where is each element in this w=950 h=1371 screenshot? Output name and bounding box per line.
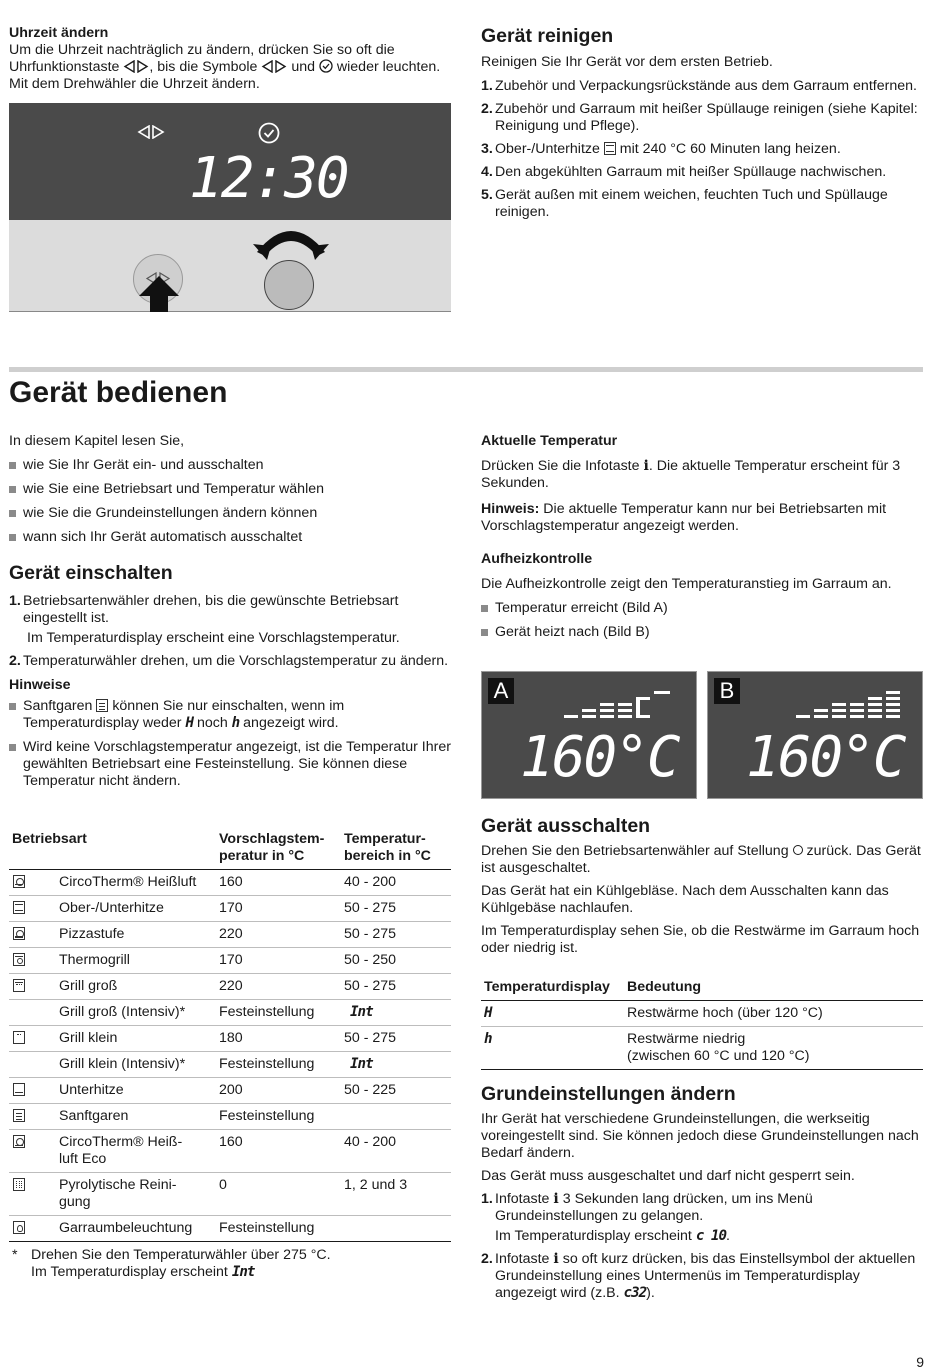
aktuelle-temp-hinweis: Hinweis: Die aktuelle Temperatur kann nur bei Betriebsarten mit Vorschlagstemperatur angezeigt werden. [481,501,887,534]
aufheiz-heading: Aufheizkontrolle [481,551,593,567]
section-aufheiz [481,551,925,648]
clock-icon [319,59,333,73]
pizzastufe-icon [13,927,25,940]
lamp-icon [13,1221,25,1234]
betriebsart-table-wrap [9,828,451,1281]
ober-unterhitze-icon [13,901,25,914]
ausschalten-p2: Das Gerät hat ein Kühlgebläse. Nach dem Ausschalten kann das Kühlgebäse nachlaufen. [481,883,889,916]
table-row: H Restwärme hoch (über 120 °C) [481,1001,923,1027]
restwaerme-low-symbol: h [231,715,240,731]
list-item: 3. Ober-/Unterhitze mit 240 °C 60 Minuten lang heizen. [481,141,841,157]
reinigen-steps [481,78,925,221]
list-item: Sanftgaren können Sie nur einschalten, wenn im Temperaturdisplay weder H noch h angezeigt wird. [9,698,451,732]
display-b [707,671,923,799]
table-row: h Restwärme niedrig (zwischen 60 °C und 120 °C) [481,1027,923,1070]
grill-klein-icon [13,1031,25,1044]
uhrzeit-text: Um die Uhrzeit nachträglich zu ändern, drücken Sie so oft die Uhrfunktionstaste , bis die Symbole und wieder leuchten. Mit dem Drehwähler die Uhrzeit ändern. [9,42,441,92]
clock-function-icon [123,60,149,73]
list-item: Wird keine Vorschlagstemperatur angezeigt, ist die Temperatur Ihrer gewählten Betriebsart eine Festeinstellung. Sie können diese Temperatur nicht ändern. [9,739,451,790]
c10-symbol: c 10 [695,1228,726,1244]
list-item: 4. Den abgekühlten Garraum mit heißer Spüllauge nachwischen. [481,164,887,180]
table-row: Pizzastufe 220 50 - 275 [9,922,451,948]
clock-display-illustration [9,103,451,312]
grund-steps [481,1191,925,1302]
ausschalten-p1: Drehen Sie den Betriebsartenwähler auf Stellung zurück. Das Gerät ist ausgeschaltet. [481,843,921,876]
press-arrow-icon [137,276,181,312]
restwaerme-low-symbol: h [484,1031,492,1047]
clock-function-icon [137,125,165,139]
section-reinigen [481,24,925,227]
off-position-icon [793,845,803,855]
header-betriebsart: Betriebsart [9,828,219,870]
table-row: Ober-/Unterhitze 170 50 - 275 [9,896,451,922]
section-divider [9,367,923,372]
reinigen-heading: Gerät reinigen [481,25,614,47]
table-row: Garraumbeleuchtung Festeinstellung [9,1216,451,1242]
clock-icon [258,122,280,144]
table-row: Sanftgaren Festeinstellung [9,1104,451,1130]
page-number: 9 [916,1354,924,1370]
table-footnote: * Drehen Sie den Temperaturwähler über 275 °C. Im Temperaturdisplay erscheint Int [12,1247,331,1280]
rotary-knob[interactable] [264,260,314,310]
table-row: Thermogrill 170 50 - 250 [9,948,451,974]
circotherm-eco-icon [13,1135,25,1148]
rest-table-wrap [481,976,925,1070]
c32-symbol: c32 [623,1285,647,1301]
int-symbol: Int [350,1056,373,1072]
table-row: Grill klein (Intensiv)* Festeinstellung Int [9,1052,451,1078]
list-item: 1. Betriebsartenwähler drehen, bis die gewünschte Betriebsart eingestellt ist. Im Temperaturdisplay erscheint eine Vorschlagstemperatur. [9,593,400,646]
table-row: Grill klein 180 50 - 275 [9,1026,451,1052]
section-aktuelle-temp [481,433,925,541]
info-icon: i [553,1251,559,1267]
header-bereich: Temperatur- bereich in °C [344,828,451,870]
list-item: 2. Temperaturwähler drehen, um die Vorschlagstemperatur zu ändern. [9,653,449,669]
sanftgaren-icon [13,1109,25,1122]
section-ausschalten [481,814,925,963]
int-symbol: Int [231,1264,255,1280]
header-vorschlag: Vorschlagstem- peratur in °C [219,828,344,870]
einschalten-steps [9,593,451,670]
hinweise-list [9,698,451,790]
bedienen-bullets [9,457,451,546]
list-item: wann sich Ihr Gerät automatisch ausschaltet [9,529,451,546]
hinweise-heading: Hinweise [9,677,71,693]
heatup-bars-progress-icon [796,689,906,723]
restwaerme-high-symbol: H [185,715,193,731]
section-grund [481,1082,925,1308]
clock-display-time: 12:30 [189,146,348,211]
table-header-row [9,828,451,870]
table-row: CircoTherm® Heißluft 160 40 - 200 [9,870,451,896]
list-item: 5. Gerät außen mit einem weichen, feuchten Tuch und Spüllauge reinigen. [481,187,888,220]
info-icon: i [643,458,649,474]
rest-table [481,976,923,1070]
knob-rotate-icon [253,216,329,260]
grill-gross-icon [13,979,25,992]
list-item: Gerät heizt nach (Bild B) [481,624,925,641]
table-header-row [481,976,923,1001]
table-row: Grill groß 220 50 - 275 [9,974,451,1000]
list-item: 2. Infotaste i so oft kurz drücken, bis das Einstellsymbol der aktuellen Grundeinstellung eines Untermenüs im Temperaturdisplay angezeigt wird (z.B. c32). [481,1251,916,1301]
grund-p1: Ihr Gerät hat verschiedene Grundeinstellungen, die werkseitig voreingestellt sind. Sie können jedoch diese Grundeinstellungen nach Bedarf ändern. [481,1111,919,1161]
bedienen-heading: Gerät bedienen [9,376,228,409]
list-item: 2. Zubehör und Garraum mit heißer Spüllauge reinigen (siehe Kapitel: Reinigung und Pflege). [481,101,918,134]
display-b-temp: 160°C [746,725,905,790]
int-symbol: Int [350,1004,373,1020]
pyrolyse-icon [13,1178,25,1191]
info-icon: i [553,1191,559,1207]
heatup-bars-full-icon [564,689,672,723]
section-uhrzeit [9,25,451,93]
list-item: wie Sie eine Betriebsart und Temperatur wählen [9,481,451,498]
display-a [481,671,697,799]
bedienen-intro: In diesem Kapitel lesen Sie, [9,433,185,449]
grund-p2: Das Gerät muss ausgeschaltet und darf nicht gesperrt sein. [481,1168,855,1184]
list-item: 1. Infotaste i 3 Sekunden lang drücken, um ins Menü Grundeinstellungen zu gelangen. Im Temperaturdisplay erscheint c 10. [481,1191,813,1244]
table-row: Unterhitze 200 50 - 225 [9,1078,451,1104]
display-b-label: B [714,678,740,704]
clock-function-icon [261,60,287,73]
control-panel [9,220,451,311]
section-einschalten [9,561,451,797]
table-row: CircoTherm® Heiß- luft Eco 160 40 - 200 [9,1130,451,1173]
display-a-temp: 160°C [520,725,679,790]
einschalten-heading: Gerät einschalten [9,562,173,584]
ausschalten-p3: Im Temperaturdisplay sehen Sie, ob die Restwärme im Garraum hoch oder niedrig ist. [481,923,920,956]
header-bedeutung: Bedeutung [627,976,923,1001]
aktuelle-temp-text: Drücken Sie die Infotaste i. Die aktuelle Temperatur erscheint für 3 Sekunden. [481,458,901,491]
aufheiz-bullets [481,600,925,641]
ausschalten-heading: Gerät ausschalten [481,815,651,837]
display-panel [9,103,451,220]
list-item: wie Sie die Grundeinstellungen ändern können [9,505,451,522]
thermogrill-icon [13,953,25,966]
aktuelle-temp-heading: Aktuelle Temperatur [481,433,618,449]
circotherm-icon [13,875,25,888]
list-item: wie Sie Ihr Gerät ein- und ausschalten [9,457,451,474]
header-temperaturdisplay: Temperaturdisplay [481,976,627,1001]
ober-unterhitze-icon [604,142,616,155]
grund-heading: Grundeinstellungen ändern [481,1083,736,1105]
unterhitze-icon [13,1083,25,1096]
restwaerme-high-symbol: H [484,1005,492,1021]
reinigen-intro: Reinigen Sie Ihr Gerät vor dem ersten Betrieb. [481,54,773,70]
display-a-label: A [488,678,514,704]
uhrzeit-heading: Uhrzeit ändern [9,25,109,41]
list-item: 1. Zubehör und Verpackungsrückstände aus dem Garraum entfernen. [481,78,917,94]
table-row: Pyrolytische Reini- gung 0 1, 2 und 3 [9,1173,451,1216]
section-bedienen-intro [9,433,451,553]
list-item: Temperatur erreicht (Bild A) [481,600,925,617]
betriebsart-table [9,828,451,1242]
table-row: Grill groß (Intensiv)* Festeinstellung Int [9,1000,451,1026]
aufheiz-text: Die Aufheizkontrolle zeigt den Temperaturanstieg im Garraum an. [481,576,892,592]
sanftgaren-icon [96,699,108,712]
